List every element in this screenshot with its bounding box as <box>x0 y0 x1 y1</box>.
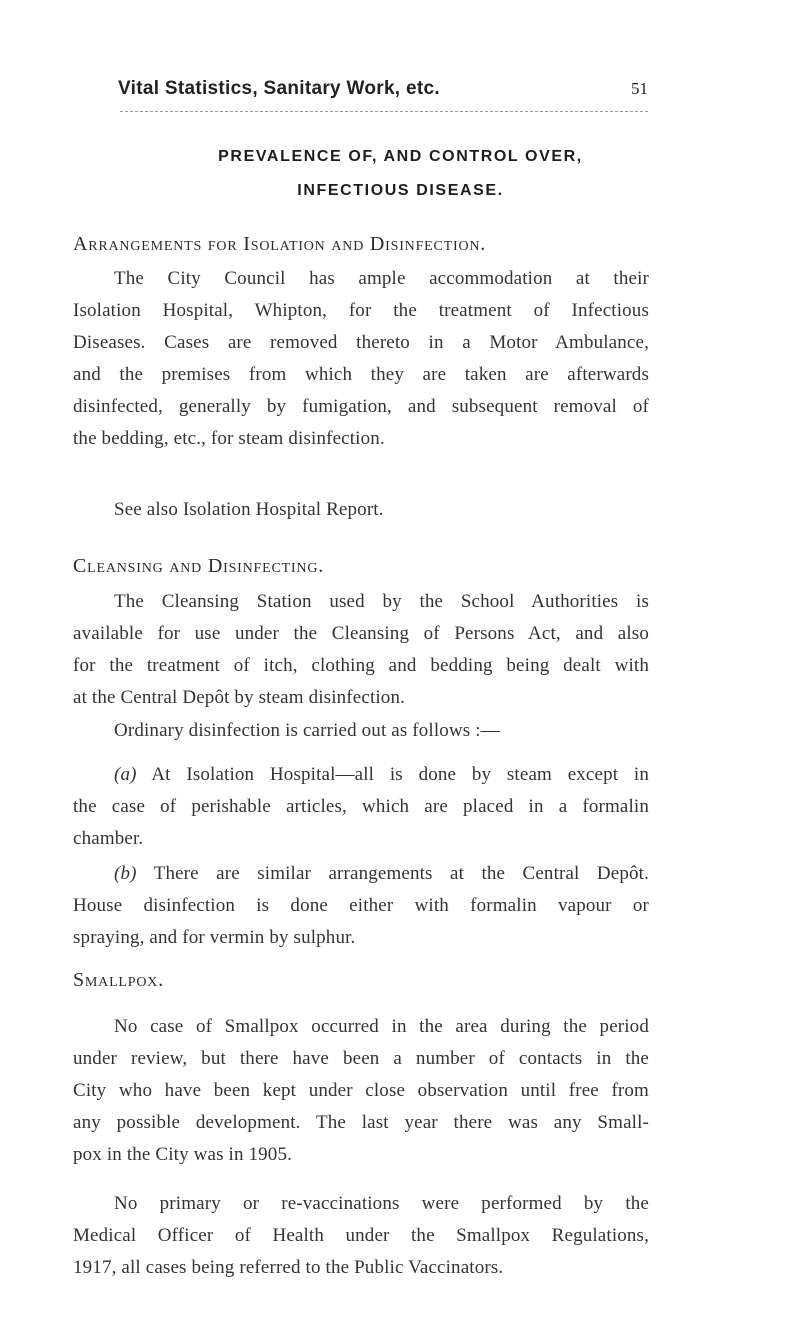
text-line: disinfected, generally by fumigation, and subsequent removal of <box>73 396 649 417</box>
paragraph-isolation-1 <box>73 263 649 455</box>
paragraph-cleansing-2: Ordinary disinfection is carried out as follows :— <box>114 720 500 741</box>
paragraph-isolation-2: See also Isolation Hospital Report. <box>114 499 384 520</box>
page-number: 51 <box>631 79 648 98</box>
text-line: and the premises from which they are taken are afterwards <box>73 364 649 385</box>
text-line: Isolation Hospital, Whipton, for the treatment of Infectious <box>73 300 649 321</box>
text-line: pox in the City was in 1905. <box>73 1144 292 1165</box>
text-line: the case of perishable articles, which are placed in a formalin <box>73 796 649 817</box>
text-line: the bedding, etc., for steam disinfection. <box>73 428 385 449</box>
item-label-a: (a) <box>114 764 137 785</box>
text-line: City who have been kept under close observation until free from <box>73 1080 649 1101</box>
item-label-b: (b) <box>114 863 137 884</box>
main-heading-line-1: PREVALENCE OF, AND CONTROL OVER, <box>218 148 583 165</box>
text-line: No primary or re-vaccinations were performed by the <box>114 1193 649 1214</box>
text-line: spraying, and for vermin by sulphur. <box>73 927 356 948</box>
list-item-b <box>73 858 649 954</box>
section-heading-smallpox: Smallpox. <box>73 969 164 991</box>
header-divider <box>120 111 648 112</box>
text-line <box>73 858 649 890</box>
running-title: Vital Statistics, Sanitary Work, etc. <box>118 78 440 99</box>
paragraph-cleansing-1 <box>73 586 649 714</box>
text-line: chamber. <box>73 828 144 849</box>
item-b-first-line: There are similar arrangements at the Central Depôt. <box>153 863 649 884</box>
item-a-first-line: At Isolation Hospital—all is done by steam except in <box>151 764 649 785</box>
text-line: No case of Smallpox occurred in the area during the period <box>114 1016 649 1037</box>
text-line: The City Council has ample accommodation at their <box>114 268 649 289</box>
main-heading-line-2: INFECTIOUS DISEASE. <box>297 182 504 199</box>
text-line: 1917, all cases being referred to the Public Vaccinators. <box>73 1257 504 1278</box>
section-heading-isolation: Arrangements for Isolation and Disinfection. <box>73 233 487 255</box>
section-heading-cleansing: Cleansing and Disinfecting. <box>73 555 325 577</box>
running-head <box>118 78 648 118</box>
text-line <box>73 759 649 791</box>
text-line: for the treatment of itch, clothing and bedding being dealt with <box>73 655 649 676</box>
text-line: Diseases. Cases are removed thereto in a Motor Ambulance, <box>73 332 649 353</box>
text-line: House disinfection is done either with formalin vapour or <box>73 895 649 916</box>
text-line: at the Central Depôt by steam disinfection. <box>73 687 406 708</box>
text-line: available for use under the Cleansing of Persons Act, and also <box>73 623 649 644</box>
paragraph-smallpox-2 <box>73 1188 649 1284</box>
text-line: The Cleansing Station used by the School Authorities is <box>114 591 649 612</box>
text-line: under review, but there have been a number of contacts in the <box>73 1048 649 1069</box>
list-item-a <box>73 759 649 855</box>
paragraph-smallpox-1 <box>73 1011 649 1171</box>
text-line: any possible development. The last year there was any Small- <box>73 1112 649 1133</box>
text-line: Medical Officer of Health under the Smallpox Regulations, <box>73 1225 649 1246</box>
